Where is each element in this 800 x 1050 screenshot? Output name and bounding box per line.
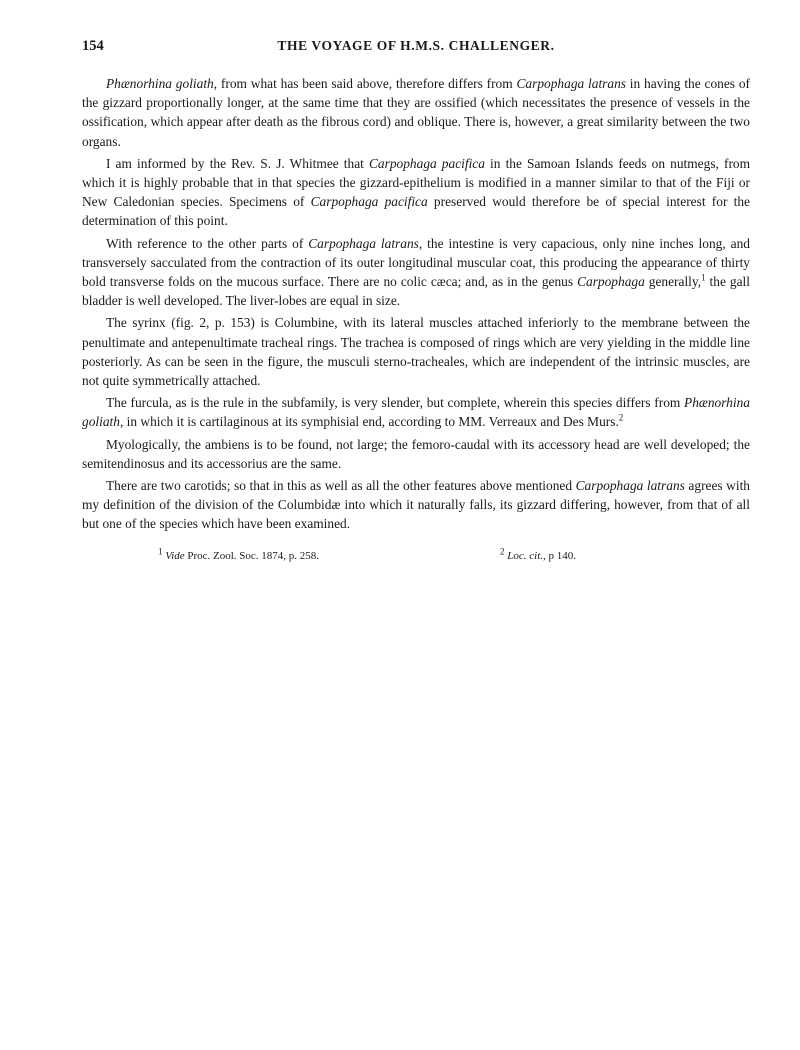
text-run: , in which it is cartilaginous at its symphisial end, according to MM. Verreaux and Des Murs. bbox=[119, 414, 619, 430]
footnote-ref: 2 bbox=[500, 546, 505, 557]
italic-run: Carpophaga bbox=[577, 274, 645, 290]
footnote-1 bbox=[158, 546, 320, 562]
italic-run: Carpophaga latrans bbox=[575, 478, 685, 494]
italic-run: Phænorhina goliath bbox=[82, 395, 750, 430]
running-title: THE VOYAGE OF H.M.S. CHALLENGER. bbox=[277, 38, 555, 53]
paragraph bbox=[82, 476, 750, 534]
text-run: I am informed by the Rev. S. J. Whitmee that bbox=[106, 155, 369, 171]
footnote-ref: 2 bbox=[618, 412, 624, 423]
footnote-ref: 1 bbox=[701, 272, 706, 283]
text-run: Proc. Zool. Soc. 1874, p. 258. bbox=[184, 549, 320, 562]
footnote-2 bbox=[500, 546, 576, 562]
footnote-ref: 1 bbox=[158, 546, 163, 557]
paragraph bbox=[82, 393, 750, 431]
text-run: the gall bladder is well developed. The liver-lobes are equal in size. bbox=[82, 274, 750, 309]
paragraph bbox=[82, 234, 750, 311]
text-run: , from what has been said above, therefore differs from bbox=[213, 76, 517, 91]
running-head bbox=[82, 38, 750, 58]
italic-run: Carpophaga latrans bbox=[516, 76, 626, 91]
italic-run: Loc. cit. bbox=[507, 549, 543, 562]
italic-run: Carpophaga pacifica bbox=[310, 194, 428, 210]
text-run: generally, bbox=[644, 274, 702, 290]
paragraph bbox=[82, 74, 750, 151]
italic-run: Carpophaga pacifica bbox=[369, 155, 485, 171]
text-run: With reference to the other parts of bbox=[106, 235, 309, 251]
paragraph bbox=[82, 313, 750, 390]
paragraph bbox=[82, 154, 750, 231]
text-run: , p 140. bbox=[543, 549, 576, 562]
text-run: in the Samoan Islands feeds on nutmegs, from which it is highly probable that in that species the gizzard-epithelium is modified in a manner similar to that of the Fiji or New Caledonian species. Specimens of bbox=[82, 155, 751, 210]
page bbox=[82, 38, 750, 568]
italic-run: Vide bbox=[165, 549, 185, 562]
paragraph bbox=[82, 435, 750, 473]
footnotes bbox=[82, 546, 750, 568]
text-run: , the intestine is very capacious, only nine inches long, and transversely sacculated from the contraction of its outer longitudinal muscular coat, this producing the appearance of thirty bold transverse folds on the mucous surface. There are no colic cæca; and, as in the genus bbox=[82, 235, 750, 290]
text-run: There are two carotids; so that in this as well as all the other features above mentioned bbox=[106, 478, 576, 494]
body-text bbox=[82, 74, 750, 534]
page-number: 154 bbox=[82, 38, 104, 54]
text-run: agrees with my definition of the division of the Columbidæ into which it naturally falls, its gizzard differing, however, from that of all but one of the species which have been examined. bbox=[82, 478, 750, 532]
text-run: preserved would therefore be of special interest for the determination of this point. bbox=[82, 194, 750, 229]
text-run: in having the cones of the gizzard proportionally longer, at the same time that they are ossified (which necessitates the presence of vessels in the ossification, which appear after death as the fibrous cord) and oblique. There is, however, a great similarity between the two organs. bbox=[82, 76, 750, 149]
italic-run: Phænorhina goliath bbox=[106, 76, 214, 91]
italic-run: Carpophaga latrans bbox=[308, 235, 419, 251]
text-run: The furcula, as is the rule in the subfamily, is very slender, but complete, wherein this species differs from bbox=[106, 395, 685, 411]
text-run: The syrinx (fig. 2, p. 153) is Columbine, with its lateral muscles attached inferiorly to the membrane between the penultimate and antepenultimate tracheal rings. The trachea is composed of rings which are very yielding in the middle line posteriorly. As can be seen in the figure, the musculi sterno-tracheales, which are independent of the intrinsic muscles, are not quite symmetrically attached. bbox=[82, 315, 750, 389]
text-run: Myologically, the ambiens is to be found, not large; the femoro-caudal with its accessory head are well developed; the semitendinosus and its accessorius are the same. bbox=[82, 436, 750, 471]
